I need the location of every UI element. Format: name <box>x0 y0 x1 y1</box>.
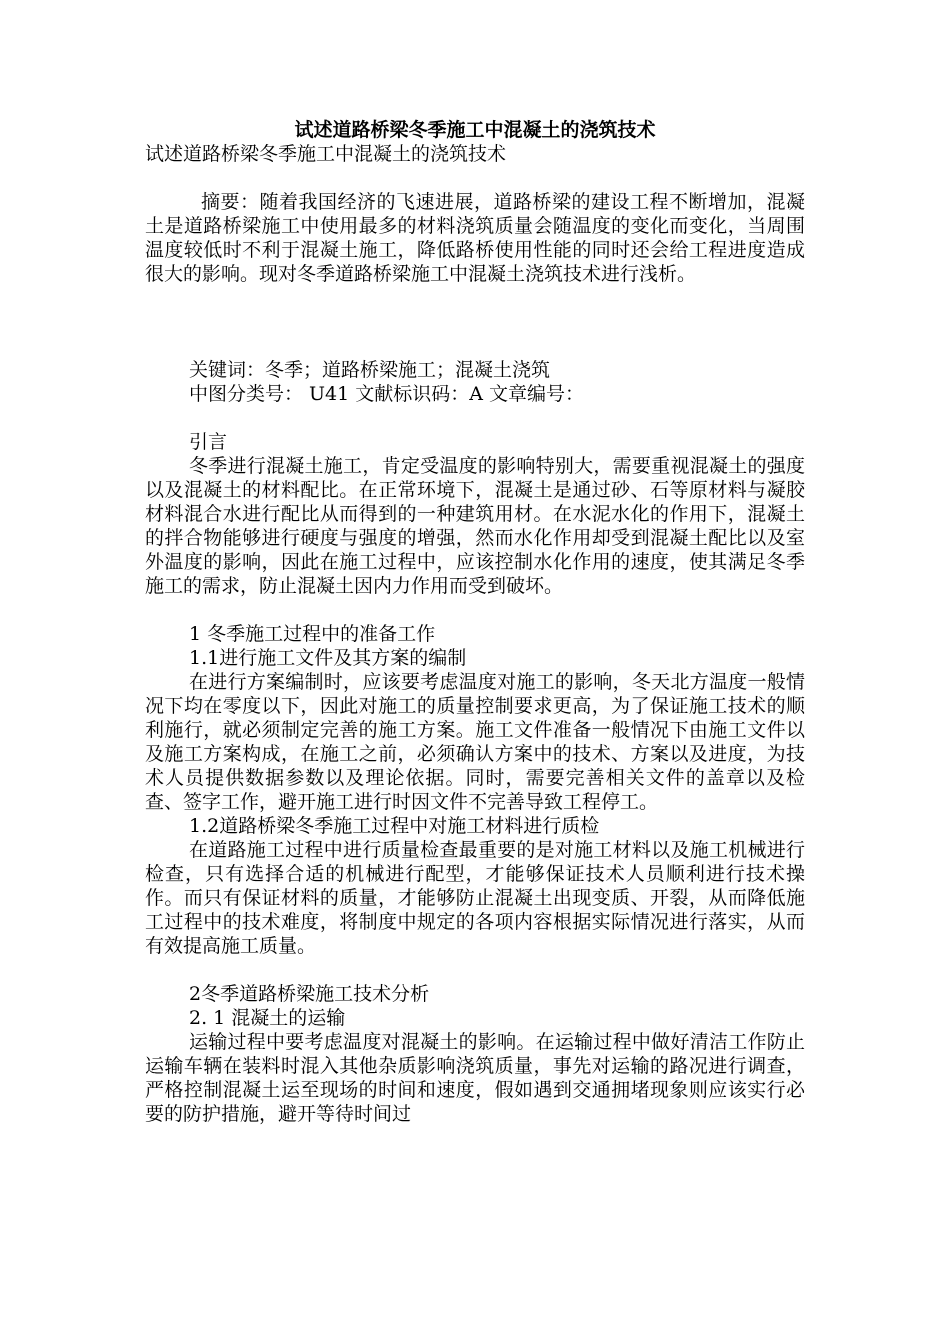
keywords-line: 关键词：冬季；道路桥梁施工；混凝土浇筑 <box>189 359 551 381</box>
intro-heading: 引言 <box>189 431 228 453</box>
document-title: 试述道路桥梁冬季施工中混凝土的浇筑技术 <box>294 119 656 141</box>
spacer <box>145 958 805 982</box>
section-1-1-paragraph: 在进行方案编制时，应该要考虑温度对施工的影响，冬天北方温度一般情况下均在零度以下，因此对施工的质量控制要求更高，为了保证施工技术的顺利施行，就必须制定完善的施工方案。施工文件准备一般情况下由施工文件以及施工方案构成，在施工之前，必须确认方案中的技术、方案以及进度，为技术人员提供数据参数以及理论依据。同时，需要完善相关文件的盖章以及检查、签字工作，避开施工进行时因文件不完善导致工程停工。 <box>145 671 805 813</box>
section-1-2-heading: 1.2道路桥梁冬季施工过程中对施工材料进行质检 <box>189 815 600 837</box>
section-1-1-heading: 1.1进行施工文件及其方案的编制 <box>189 647 467 669</box>
spacer <box>145 406 805 430</box>
classification-line: 中图分类号： U41 文献标识码：A 文章编号： <box>189 383 585 405</box>
spacer <box>145 286 805 334</box>
section-2-heading: 2冬季道路桥梁施工技术分析 <box>189 983 430 1005</box>
spacer <box>145 334 805 358</box>
document-subtitle: 试述道路桥梁冬季施工中混凝土的浇筑技术 <box>145 143 507 165</box>
spacer <box>145 598 805 622</box>
document-page <box>145 118 805 1126</box>
intro-paragraph: 冬季进行混凝土施工，肯定受温度的影响特别大，需要重视混凝土的强度以及混凝土的材料配比。在正常环境下，混凝土是通过砂、石等原材料与凝胶材料混合水进行配比从而得到的一种建筑用材。在水泥水化的作用下，混凝土的拌合物能够进行硬度与强度的增强，然而水化作用却受到混凝土配比以及室外温度的影响，因此在施工过程中，应该控制水化作用的速度，使其满足冬季施工的需求，防止混凝土因内力作用而受到破坏。 <box>145 455 805 597</box>
section-1-heading: 1 冬季施工过程中的准备工作 <box>189 623 436 645</box>
section-1-2-paragraph: 在道路施工过程中进行质量检查最重要的是对施工材料以及施工机械进行检查，只有选择合适的机械进行配型，才能够保证技术人员顺利进行技术操作。而只有保证材料的质量，才能够防止混凝土出现变质、开裂，从而降低施工过程中的技术难度，将制度中规定的各项内容根据实际情况进行落实，从而有效提高施工质量。 <box>145 839 805 957</box>
section-2-1-paragraph: 运输过程中要考虑温度对混凝土的影响。在运输过程中做好清洁工作防止运输车辆在装料时混入其他杂质影响浇筑质量，事先对运输的路况进行调查，严格控制混凝土运至现场的时间和速度，假如遇到交通拥堵现象则应该实行必要的防护措施，避开等待时间过 <box>145 1031 805 1125</box>
abstract-paragraph: 摘要：随着我国经济的飞速进展，道路桥梁的建设工程不断增加，混凝土是道路桥梁施工中使用最多的材料浇筑质量会随温度的变化而变化，当周围温度较低时不利于混凝土施工，降低路桥使用性能的同时还会给工程进度造成很大的影响。现对冬季道路桥梁施工中混凝土浇筑技术进行浅析。 <box>145 191 805 285</box>
spacer <box>145 166 805 190</box>
section-2-1-heading: 2. 1 混凝土的运输 <box>189 1007 346 1029</box>
